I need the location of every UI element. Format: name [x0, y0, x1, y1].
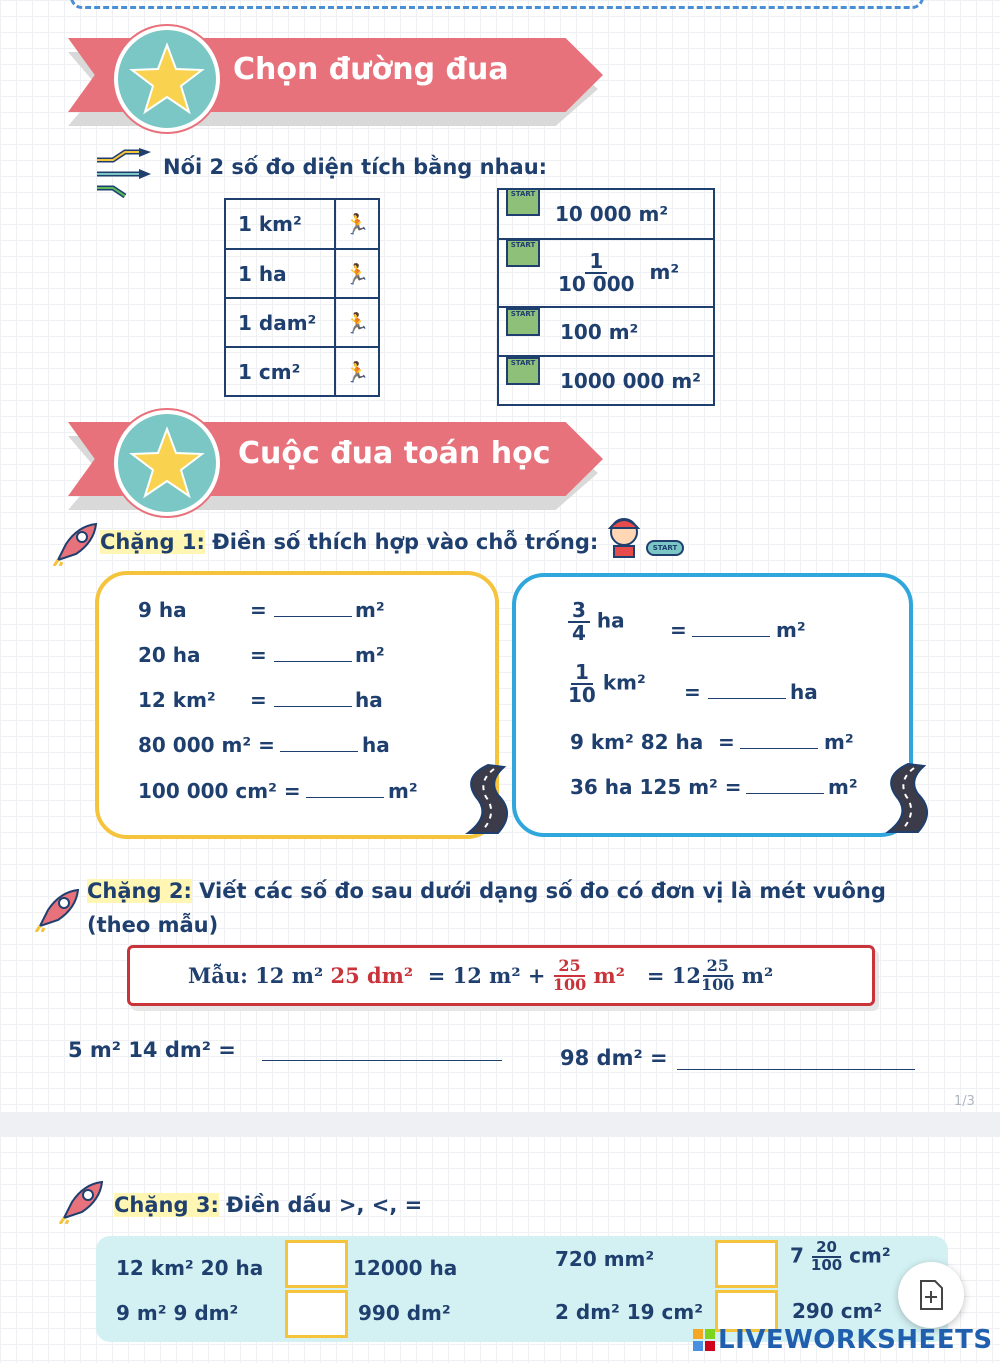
compare-right: 290 cm²: [792, 1299, 883, 1323]
star-badge-icon: [114, 26, 220, 132]
section-title: Chọn đường đua: [233, 52, 509, 87]
runner-icon[interactable]: 🏃: [335, 347, 379, 396]
stage2-heading-cont: (theo mẫu): [87, 913, 219, 937]
answer-blank[interactable]: [740, 734, 818, 749]
star-badge-icon: [114, 410, 220, 516]
fill-row: 12 km² = ha: [138, 688, 383, 712]
right-item: 10 000 m²: [555, 202, 669, 226]
road-icon: [458, 763, 516, 839]
compare-right: 7 $\frac{20}{100}$ cm²: [790, 1238, 891, 1274]
sign-input-box[interactable]: [285, 1240, 348, 1288]
left-match-table: [224, 198, 380, 397]
stage2-heading: Chặng 2: Viết các số đo sau dưới dạng số đo có đơn vị là mét vuông: [87, 879, 886, 903]
start-badge: START: [646, 540, 684, 556]
brand-icon: [693, 1329, 715, 1351]
compare-right: 990 dm²: [358, 1301, 451, 1325]
fill-row: 36 ha 125 m² = m²: [570, 775, 858, 799]
sign-input-box[interactable]: [285, 1290, 348, 1338]
page-separator: [0, 1112, 1000, 1136]
answer-blank[interactable]: [708, 684, 786, 699]
right-item: m²: [649, 259, 680, 284]
fill-row: 9 km² 82 ha = m²: [570, 730, 854, 754]
compare-left: 9 m² 9 dm²: [116, 1301, 239, 1325]
left-item: 1 dam²: [225, 298, 335, 347]
stage1-heading: Chặng 1: Điền số thích hợp vào chỗ trống:: [100, 530, 599, 554]
fill-row: 20 ha = m²: [138, 643, 385, 667]
page-indicator: 1/3: [954, 1094, 975, 1109]
answer-blank[interactable]: [746, 779, 824, 794]
right-item: 100 m²: [560, 319, 639, 344]
racer-boy-icon: [604, 512, 644, 562]
answer-blank[interactable]: [274, 692, 352, 707]
example-box: Mẫu: 12 m² 25 dm² = 12 m² + $\frac{25}{100}$ m² = 12 $\frac{25}{100}$ m²: [127, 945, 875, 1006]
fill-row: 100 000 cm² = m²: [138, 779, 418, 803]
left-item: 1 km²: [225, 199, 335, 249]
fill-row: $\frac{1}{10}$ km² = ha: [568, 660, 818, 707]
rocket-icon: [58, 1180, 104, 1228]
right-match-table: [497, 188, 715, 406]
top-dashed-border: [70, 0, 924, 9]
answer-blank[interactable]: [692, 622, 770, 637]
compare-right: 12000 ha: [353, 1256, 458, 1280]
runner-icon[interactable]: 🏃: [335, 298, 379, 347]
start-gate-icon[interactable]: START: [506, 239, 540, 267]
answer-line[interactable]: [262, 1060, 502, 1061]
road-icon: [878, 762, 936, 838]
add-page-button[interactable]: [898, 1262, 964, 1328]
stage2-question-2: 98 dm² =: [560, 1046, 668, 1070]
match-arrows-icon: [95, 148, 157, 206]
answer-line[interactable]: [677, 1069, 915, 1070]
start-gate-icon[interactable]: START: [506, 188, 540, 216]
stage3-heading: Chặng 3: Điền dấu >, <, =: [114, 1193, 423, 1217]
right-item: 1000 000 m²: [560, 368, 701, 393]
start-gate-icon[interactable]: START: [506, 357, 540, 385]
fill-row: 80 000 m² = ha: [138, 733, 390, 757]
answer-blank[interactable]: [274, 602, 352, 617]
add-file-icon: [918, 1280, 944, 1310]
answer-blank[interactable]: [306, 783, 384, 798]
stage2-question-1: 5 m² 14 dm² =: [68, 1038, 236, 1062]
compare-left: 12 km² 20 ha: [116, 1256, 264, 1280]
runner-icon[interactable]: 🏃: [335, 199, 379, 249]
compare-left: 2 dm² 19 cm²: [555, 1300, 704, 1324]
answer-blank[interactable]: [280, 737, 358, 752]
left-item: 1 ha: [225, 249, 335, 298]
rocket-icon: [52, 522, 98, 570]
instruction-text: Nối 2 số đo diện tích bằng nhau:: [163, 155, 548, 179]
fill-row: 9 ha = m²: [138, 598, 385, 622]
left-item: 1 cm²: [225, 347, 335, 396]
runner-icon[interactable]: 🏃: [335, 249, 379, 298]
compare-left: 720 mm²: [555, 1247, 655, 1271]
fill-row: $\frac{3}{4}$ ha = m²: [568, 600, 625, 644]
answer-blank[interactable]: [274, 647, 352, 662]
fraction: $\frac{1}{10 000}$: [558, 249, 635, 296]
rocket-icon: [34, 888, 80, 936]
sign-input-box[interactable]: [715, 1240, 778, 1288]
start-gate-icon[interactable]: START: [506, 308, 540, 336]
section-title: Cuộc đua toán học: [238, 436, 551, 471]
brand-logo: LIVEWORKSHEETS: [693, 1325, 993, 1355]
